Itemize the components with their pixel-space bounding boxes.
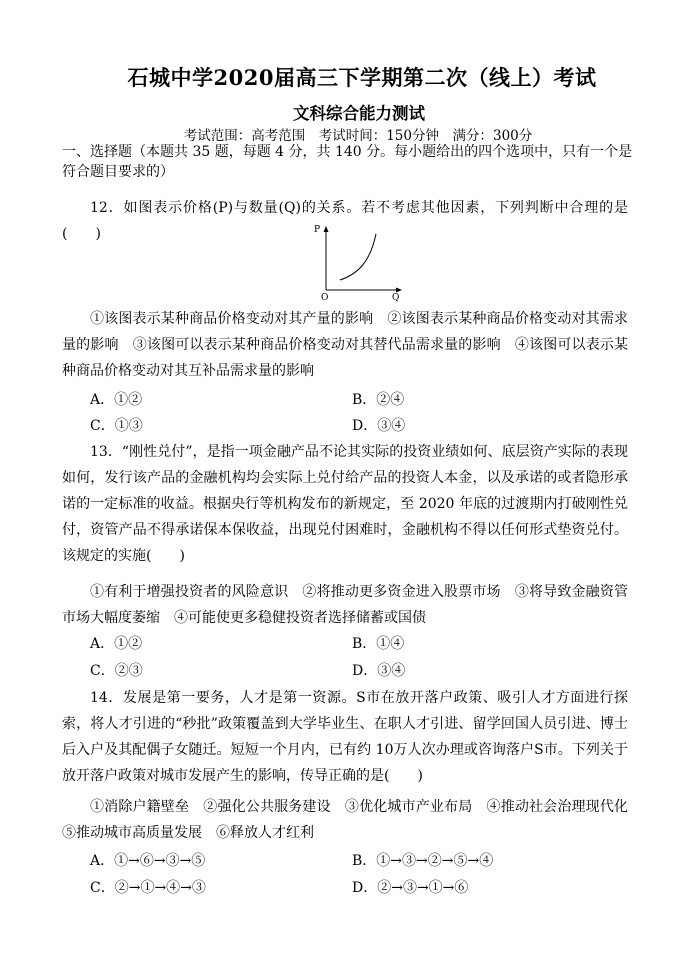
price-quantity-graph — [312, 222, 406, 302]
question-14-options-row-2 — [90, 875, 630, 901]
question-12-stem-text: 12．如图表示价格(P)与数量(Q)的关系。若不考虑其他因素，下列判断中合理的是( ) — [62, 200, 628, 242]
question-12-option-b: B．②④ — [352, 392, 405, 408]
question-12-options-row-2 — [90, 413, 630, 439]
section-heading: 一、选择题（本题共 35 题，每题 4 分，共 140 分。每小题给出的四个选项中，只有一个是符合题目要求的） — [62, 144, 633, 180]
question-13-options-row-1 — [90, 631, 630, 657]
graph-x-label: Q — [392, 293, 400, 302]
graph-y-label: P — [314, 225, 321, 235]
question-13-option-a: A．①② — [90, 636, 143, 652]
question-14-option-d: D．②→③→①→⑥ — [352, 880, 469, 896]
question-14-options-row-1 — [90, 848, 630, 874]
question-14-statements — [62, 794, 642, 846]
question-14-option-b: B．①→③→②→⑤→④ — [352, 853, 494, 869]
graph-y-arrow — [324, 226, 329, 232]
exam-title: 石城中学2020届高三下学期第二次（线上）考试 — [127, 65, 597, 90]
question-12-statements-text: ①该图表示某种商品价格变动对其产量的影响 ②该图表示某种商品价格变动对其需求量的影响 ③该图可以表示某种商品价格变动对其替代品需求量的影响 ④该图可以表示某种商品价格变动对其互补品需求量的影响 — [62, 311, 628, 379]
graph-x-arrow — [396, 288, 402, 293]
question-14-option-c: C．②→①→④→③ — [90, 880, 206, 896]
question-12-statements — [62, 306, 628, 384]
question-13-stem-text: 13．“刚性兑付”，是指一项金融产品不论其实际的投资业绩如何、底层资产实际的表现如何，发行该产品的金融机构均会实际上兑付给产品的投资人本金，以及承诺的或者隐形承诺的一定标准的收益。根据央行等机构发布的新规定，至 2020 年底的过渡期内打破刚性兑付，资管产品不得承诺保本保收益，出现兑付困难时，金融机构不得以任何形式垫资兑付。该规定的实施( ) — [62, 444, 628, 564]
question-13-options-row-2 — [90, 658, 630, 684]
question-13-statements-text: ①有利于增强投资者的风险意识 ②将推动更多资金进入股票市场 ③将导致金融资管市场大幅度萎缩 ④可能使更多稳健投资者选择储蓄或国债 — [62, 584, 628, 626]
question-13-statements — [62, 579, 628, 631]
question-14-statements-text: ①消除户籍壁垒 ②强化公共服务建设 ③优化城市产业布局 ④推动社会治理现代化 ⑤推动城市高质量发展 ⑥释放人才红利 — [62, 799, 642, 841]
question-12-option-a: A．①② — [90, 392, 143, 408]
question-14-option-a: A．①→⑥→③→⑤ — [90, 853, 206, 869]
exam-subtitle: 文科综合能力测试 — [293, 104, 425, 123]
question-13-option-d: D．③④ — [352, 663, 406, 679]
exam-info: 考试范围：高考范围 考试时间：150分钟 满分：300分 — [183, 128, 533, 144]
question-13-option-c: C．②③ — [90, 663, 143, 679]
question-13-stem — [62, 439, 628, 569]
graph-curve — [340, 234, 376, 280]
question-14-stem — [62, 685, 628, 789]
graph-origin-label: O — [321, 293, 329, 302]
question-14-stem-text: 14．发展是第一要务，人才是第一资源。S市在放开落户政策、吸引人才方面进行探索，将人才引进的“秒批”政策覆盖到大学毕业生、在职人才引进、留学回国人员引进、博士后入户及其配偶子女随迁。短短一个月内，已有约 10万人次办理或咨询落户S市。下列关于放开落户政策对城市发展产生的影响，传导正确的是( ) — [62, 690, 628, 784]
question-13-option-b: B．①④ — [352, 636, 405, 652]
question-12-option-c: C．①③ — [90, 418, 143, 434]
question-12-option-d: D．③④ — [352, 418, 406, 434]
question-12-options-row-1 — [90, 387, 630, 413]
